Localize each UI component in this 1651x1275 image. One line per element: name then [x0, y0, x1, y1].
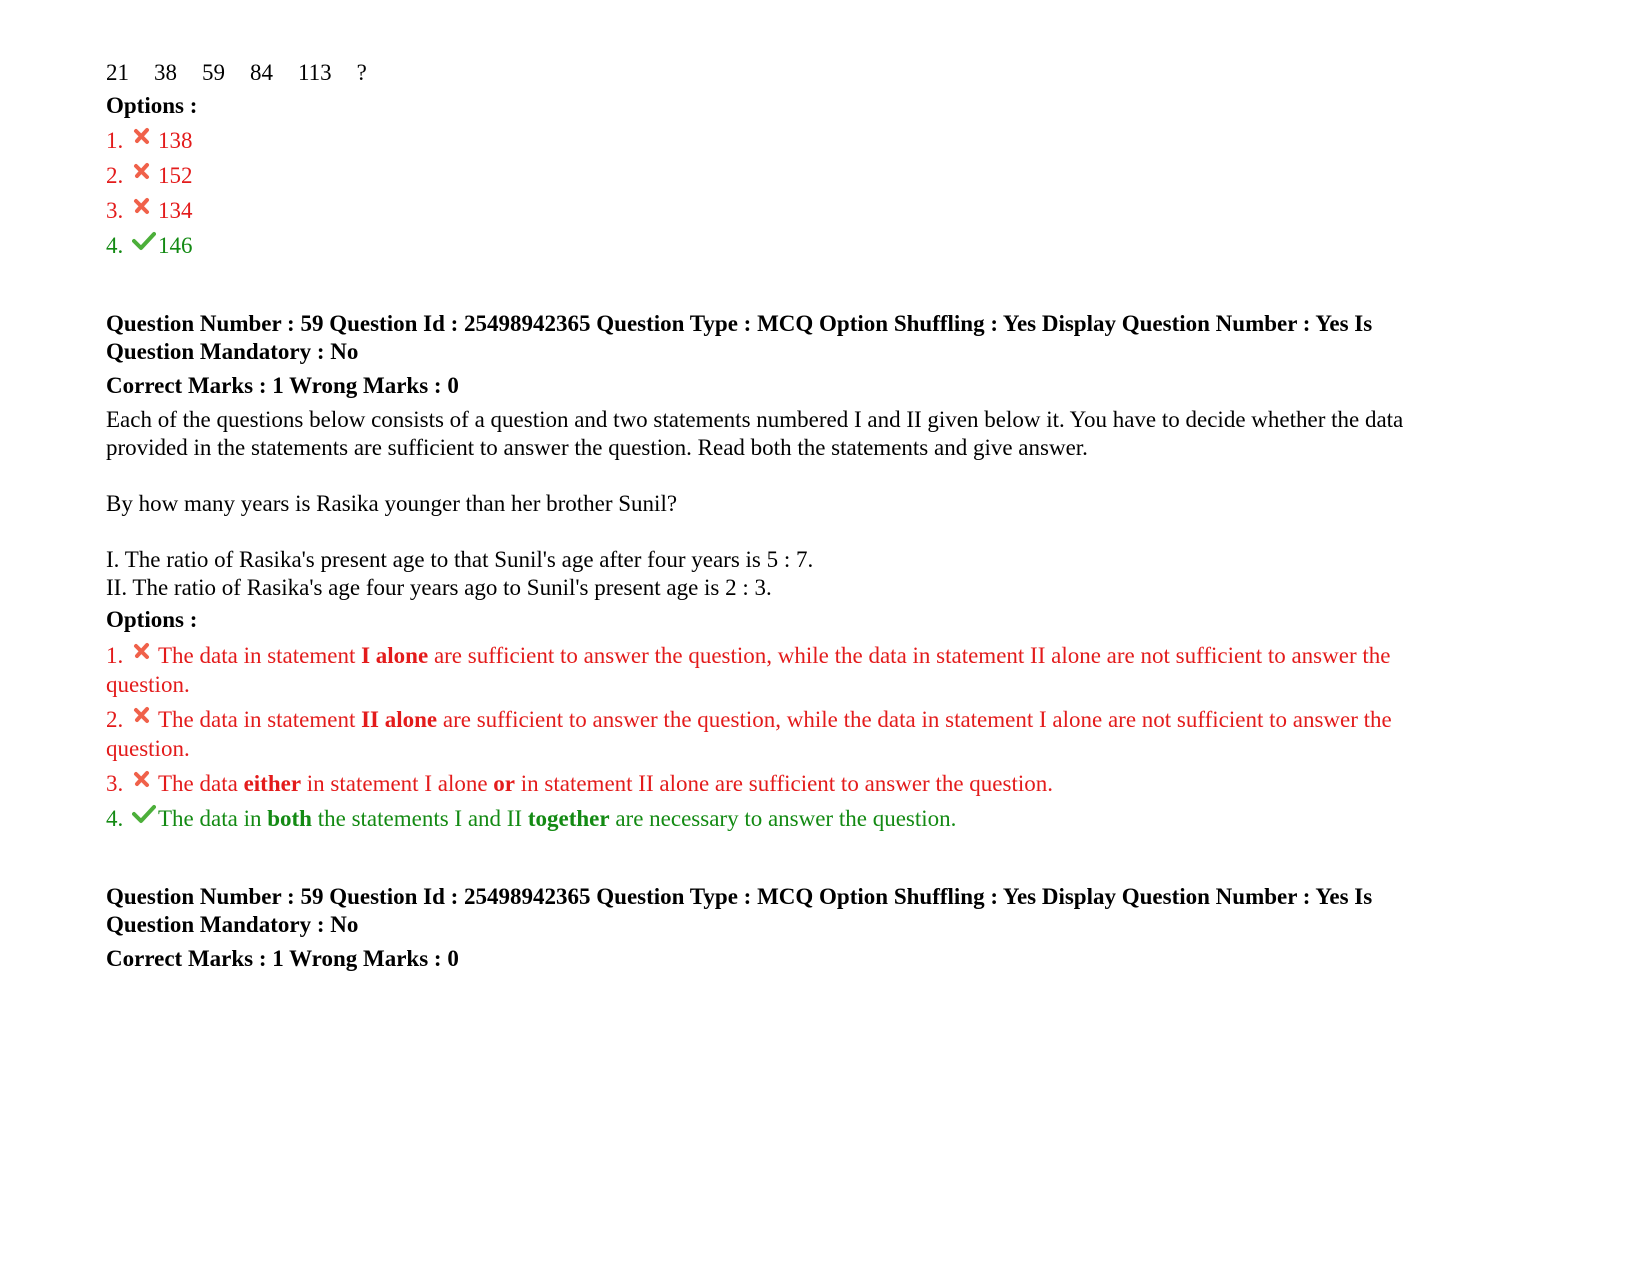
option-text: The data in statement	[158, 707, 362, 732]
instructions	[106, 406, 1556, 462]
option-text: The data in statement	[158, 643, 362, 668]
sequence-term: 84	[250, 60, 273, 85]
option-number: 1.	[106, 128, 124, 153]
option-text: are sufficient to answer the question, while the data in statement I alone are not sufficient to answer the	[437, 707, 1392, 732]
cross-mark-icon	[132, 196, 158, 218]
cross-mark-icon	[132, 705, 158, 727]
option-emphasis: or	[493, 771, 516, 796]
question-meta-line: Question Mandatory : No	[106, 912, 359, 937]
option-item	[106, 641, 1556, 699]
option-text: 134	[158, 198, 193, 223]
statement-two: II. The ratio of Rasika's age four years ago to Sunil's present age is 2 : 3.	[106, 575, 772, 600]
cross-mark-icon	[132, 641, 158, 663]
option-item	[106, 161, 1556, 190]
check-mark-icon	[132, 804, 158, 826]
instructions-line: Each of the questions below consists of a question and two statements numbered I and II given below it. You have to decide whether the data	[106, 407, 1404, 432]
option-text: in statement II alone are sufficient to answer the question.	[515, 771, 1053, 796]
question-meta-line: Question Mandatory : No	[106, 339, 359, 364]
option-emphasis: II alone	[361, 707, 438, 732]
option-text: 138	[158, 128, 193, 153]
option-text-continuation: question.	[106, 672, 190, 697]
option-emphasis: either	[243, 771, 302, 796]
question-text: By how many years is Rasika younger than her brother Sunil?	[106, 491, 678, 516]
option-text: in statement I alone	[301, 771, 494, 796]
option-number: 1.	[106, 643, 124, 668]
sequence-term: ?	[356, 60, 367, 85]
question-meta	[106, 310, 1556, 366]
sequence-term: 21	[106, 60, 129, 85]
option-text: The data in	[158, 806, 268, 831]
options-label: Options :	[106, 607, 198, 632]
option-text: are sufficient to answer the question, while the data in statement II alone are not sufficient to answer the	[428, 643, 1391, 668]
option-number: 2.	[106, 163, 124, 188]
marks-info: Correct Marks : 1 Wrong Marks : 0	[106, 946, 459, 971]
spacer	[106, 462, 1556, 490]
option-text: 146	[158, 233, 193, 258]
question-meta-line: Question Number : 59 Question Id : 25498942365 Question Type : MCQ Option Shuffling : Yes Display Question Number : Yes Is	[106, 884, 1373, 909]
cross-mark-icon	[132, 769, 158, 791]
spacer	[106, 518, 1556, 546]
statement-one: I. The ratio of Rasika's present age to that Sunil's age after four years is 5 : 7.	[106, 547, 814, 572]
option-item	[106, 804, 1556, 833]
option-number: 4.	[106, 233, 124, 258]
option-text: the statements I and II	[311, 806, 528, 831]
option-item	[106, 769, 1556, 798]
option-text-continuation: question.	[106, 736, 190, 761]
check-mark-icon	[132, 231, 158, 253]
option-emphasis: I alone	[361, 643, 429, 668]
option-number: 4.	[106, 806, 124, 831]
option-number: 2.	[106, 707, 124, 732]
sequence-term: 59	[202, 60, 225, 85]
cross-mark-icon	[132, 126, 158, 148]
cross-mark-icon	[132, 161, 158, 183]
option-item	[106, 196, 1556, 225]
option-item	[106, 126, 1556, 155]
number-sequence	[106, 58, 1556, 88]
options-label: Options :	[106, 93, 198, 118]
option-emphasis: together	[527, 806, 610, 831]
question-meta-line: Question Number : 59 Question Id : 25498942365 Question Type : MCQ Option Shuffling : Yes Display Question Number : Yes Is	[106, 311, 1373, 336]
sequence-term: 113	[298, 60, 332, 85]
option-number: 3.	[106, 771, 124, 796]
option-item	[106, 231, 1556, 260]
question-meta	[106, 883, 1556, 939]
option-text: are necessary to answer the question.	[609, 806, 957, 831]
sequence-term: 38	[154, 60, 177, 85]
question-paper	[106, 58, 1556, 973]
option-emphasis: both	[267, 806, 312, 831]
option-text: 152	[158, 163, 193, 188]
option-number: 3.	[106, 198, 124, 223]
option-item	[106, 705, 1556, 763]
instructions-line: provided in the statements are sufficient to answer the question. Read both the statements and give answer.	[106, 435, 1088, 460]
option-text: The data	[158, 771, 244, 796]
marks-info: Correct Marks : 1 Wrong Marks : 0	[106, 373, 459, 398]
